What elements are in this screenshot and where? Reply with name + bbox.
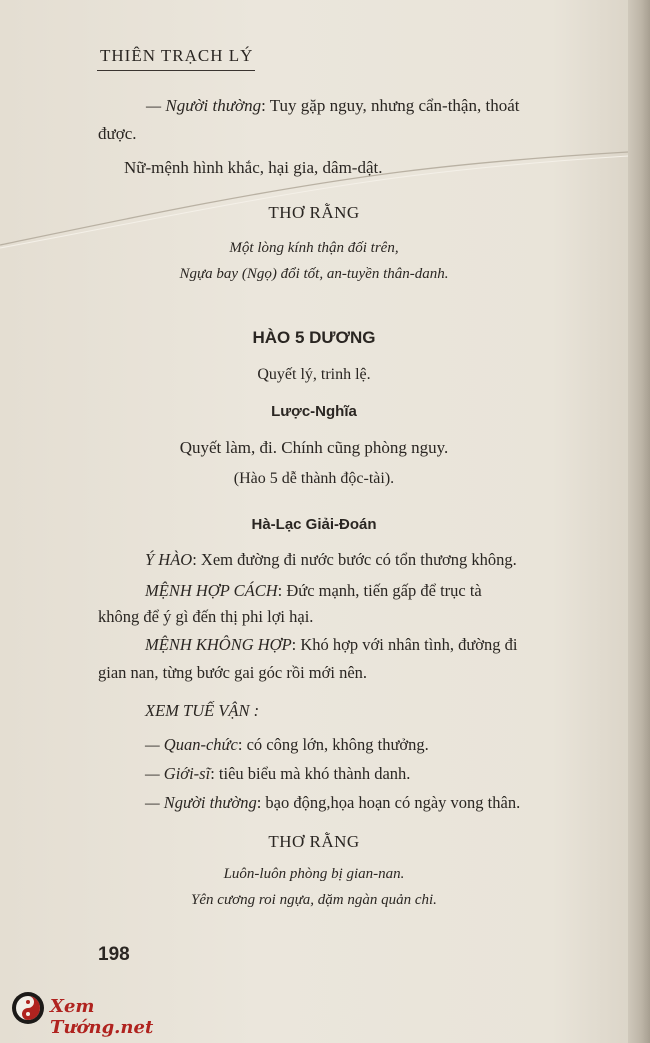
menh-hop-line-1: [145, 581, 482, 601]
watermark-logo: [10, 990, 180, 1038]
menh-hop-label: MỆNH HỢP CÁCH: [145, 581, 278, 600]
watermark-text: Xem Tướng.net: [50, 996, 154, 1038]
heading-luoc-nghia: Lược-Nghĩa: [271, 403, 357, 420]
poem-1-title: THƠ RẰNG: [268, 203, 360, 222]
menh-khong-text: : Khó hợp với nhân tình, đường đi: [291, 635, 518, 654]
yin-yang-icon: [12, 992, 44, 1024]
y-hao-text: : Xem đường đi nước bước có tổn thương không.: [192, 550, 517, 569]
heading-ha-lac-giai-doan: Hà-Lạc Giải-Đoán: [251, 516, 377, 533]
quan-chuc-label: — Quan-chức: [145, 735, 238, 754]
continuation-line-1: [146, 96, 519, 116]
female-fate-line: Nữ-mệnh hình khắc, hại gia, dâm-dật.: [124, 158, 383, 177]
quan-chuc-text: : có công lớn, không thưởng.: [237, 735, 429, 754]
quan-chuc-line: [145, 735, 429, 755]
poem-2-line-1: Luôn-luôn phòng bị gian-nan.: [223, 866, 405, 882]
menh-khong-label: MỆNH KHÔNG HỢP: [145, 635, 292, 654]
running-header: THIÊN TRẠCH LÝ: [100, 46, 254, 65]
continuation-line-2: được.: [98, 124, 137, 143]
y-hao-paragraph: [145, 550, 517, 570]
section-title-hao-5: HÀO 5 DƯƠNG: [252, 328, 376, 347]
nguoi-thuong-label: — Người thường: [145, 793, 257, 812]
nguoi-thuong-line: [145, 793, 520, 813]
nguoi-thuong-text: : bạo động,họa hoạn có ngày vong thân.: [256, 793, 521, 812]
header-underline: [97, 70, 255, 71]
menh-khong-line-2: gian nan, từng bước gai góc rồi mới nên.: [98, 663, 368, 682]
luoc-nghia-line-1: Quyết làm, đi. Chính cũng phòng nguy.: [179, 438, 449, 457]
page-number: 198: [98, 944, 130, 965]
poem-2-title: THƠ RẰNG: [268, 832, 360, 851]
menh-hop-line-2: không để ý gì đến thị phi lợi hại.: [98, 607, 314, 626]
gioi-si-text: : tiêu biểu mà khó thành danh.: [210, 764, 411, 783]
y-hao-label: Ý HÀO: [145, 550, 193, 569]
menh-khong-line-1: [145, 635, 517, 655]
luoc-nghia-line-2: (Hào 5 dễ thành độc-tài).: [233, 470, 395, 487]
line-text: : Tuy gặp nguy, nhưng cẩn-thận, thoát: [261, 96, 520, 115]
poem-1-line-1: Một lòng kính thận đối trên,: [229, 240, 399, 256]
gioi-si-line: [145, 764, 410, 784]
hao-5-subtitle: Quyết lý, trinh lệ.: [257, 366, 371, 383]
poem-1-line-2: Ngựa bay (Ngọ) đổi tốt, an-tuyền thân-danh.: [179, 266, 449, 282]
line-label: — Người thường: [146, 96, 262, 115]
menh-hop-text: : Đức mạnh, tiến gấp để trục tà: [277, 581, 482, 600]
poem-2-line-2: Yên cương roi ngựa, dặm ngàn quản chi.: [191, 892, 437, 908]
gioi-si-label: — Giới-sĩ: [145, 764, 211, 783]
xem-tue-van-heading: XEM TUẾ VẬN :: [145, 701, 260, 720]
book-spine-shadow: [628, 0, 650, 1043]
